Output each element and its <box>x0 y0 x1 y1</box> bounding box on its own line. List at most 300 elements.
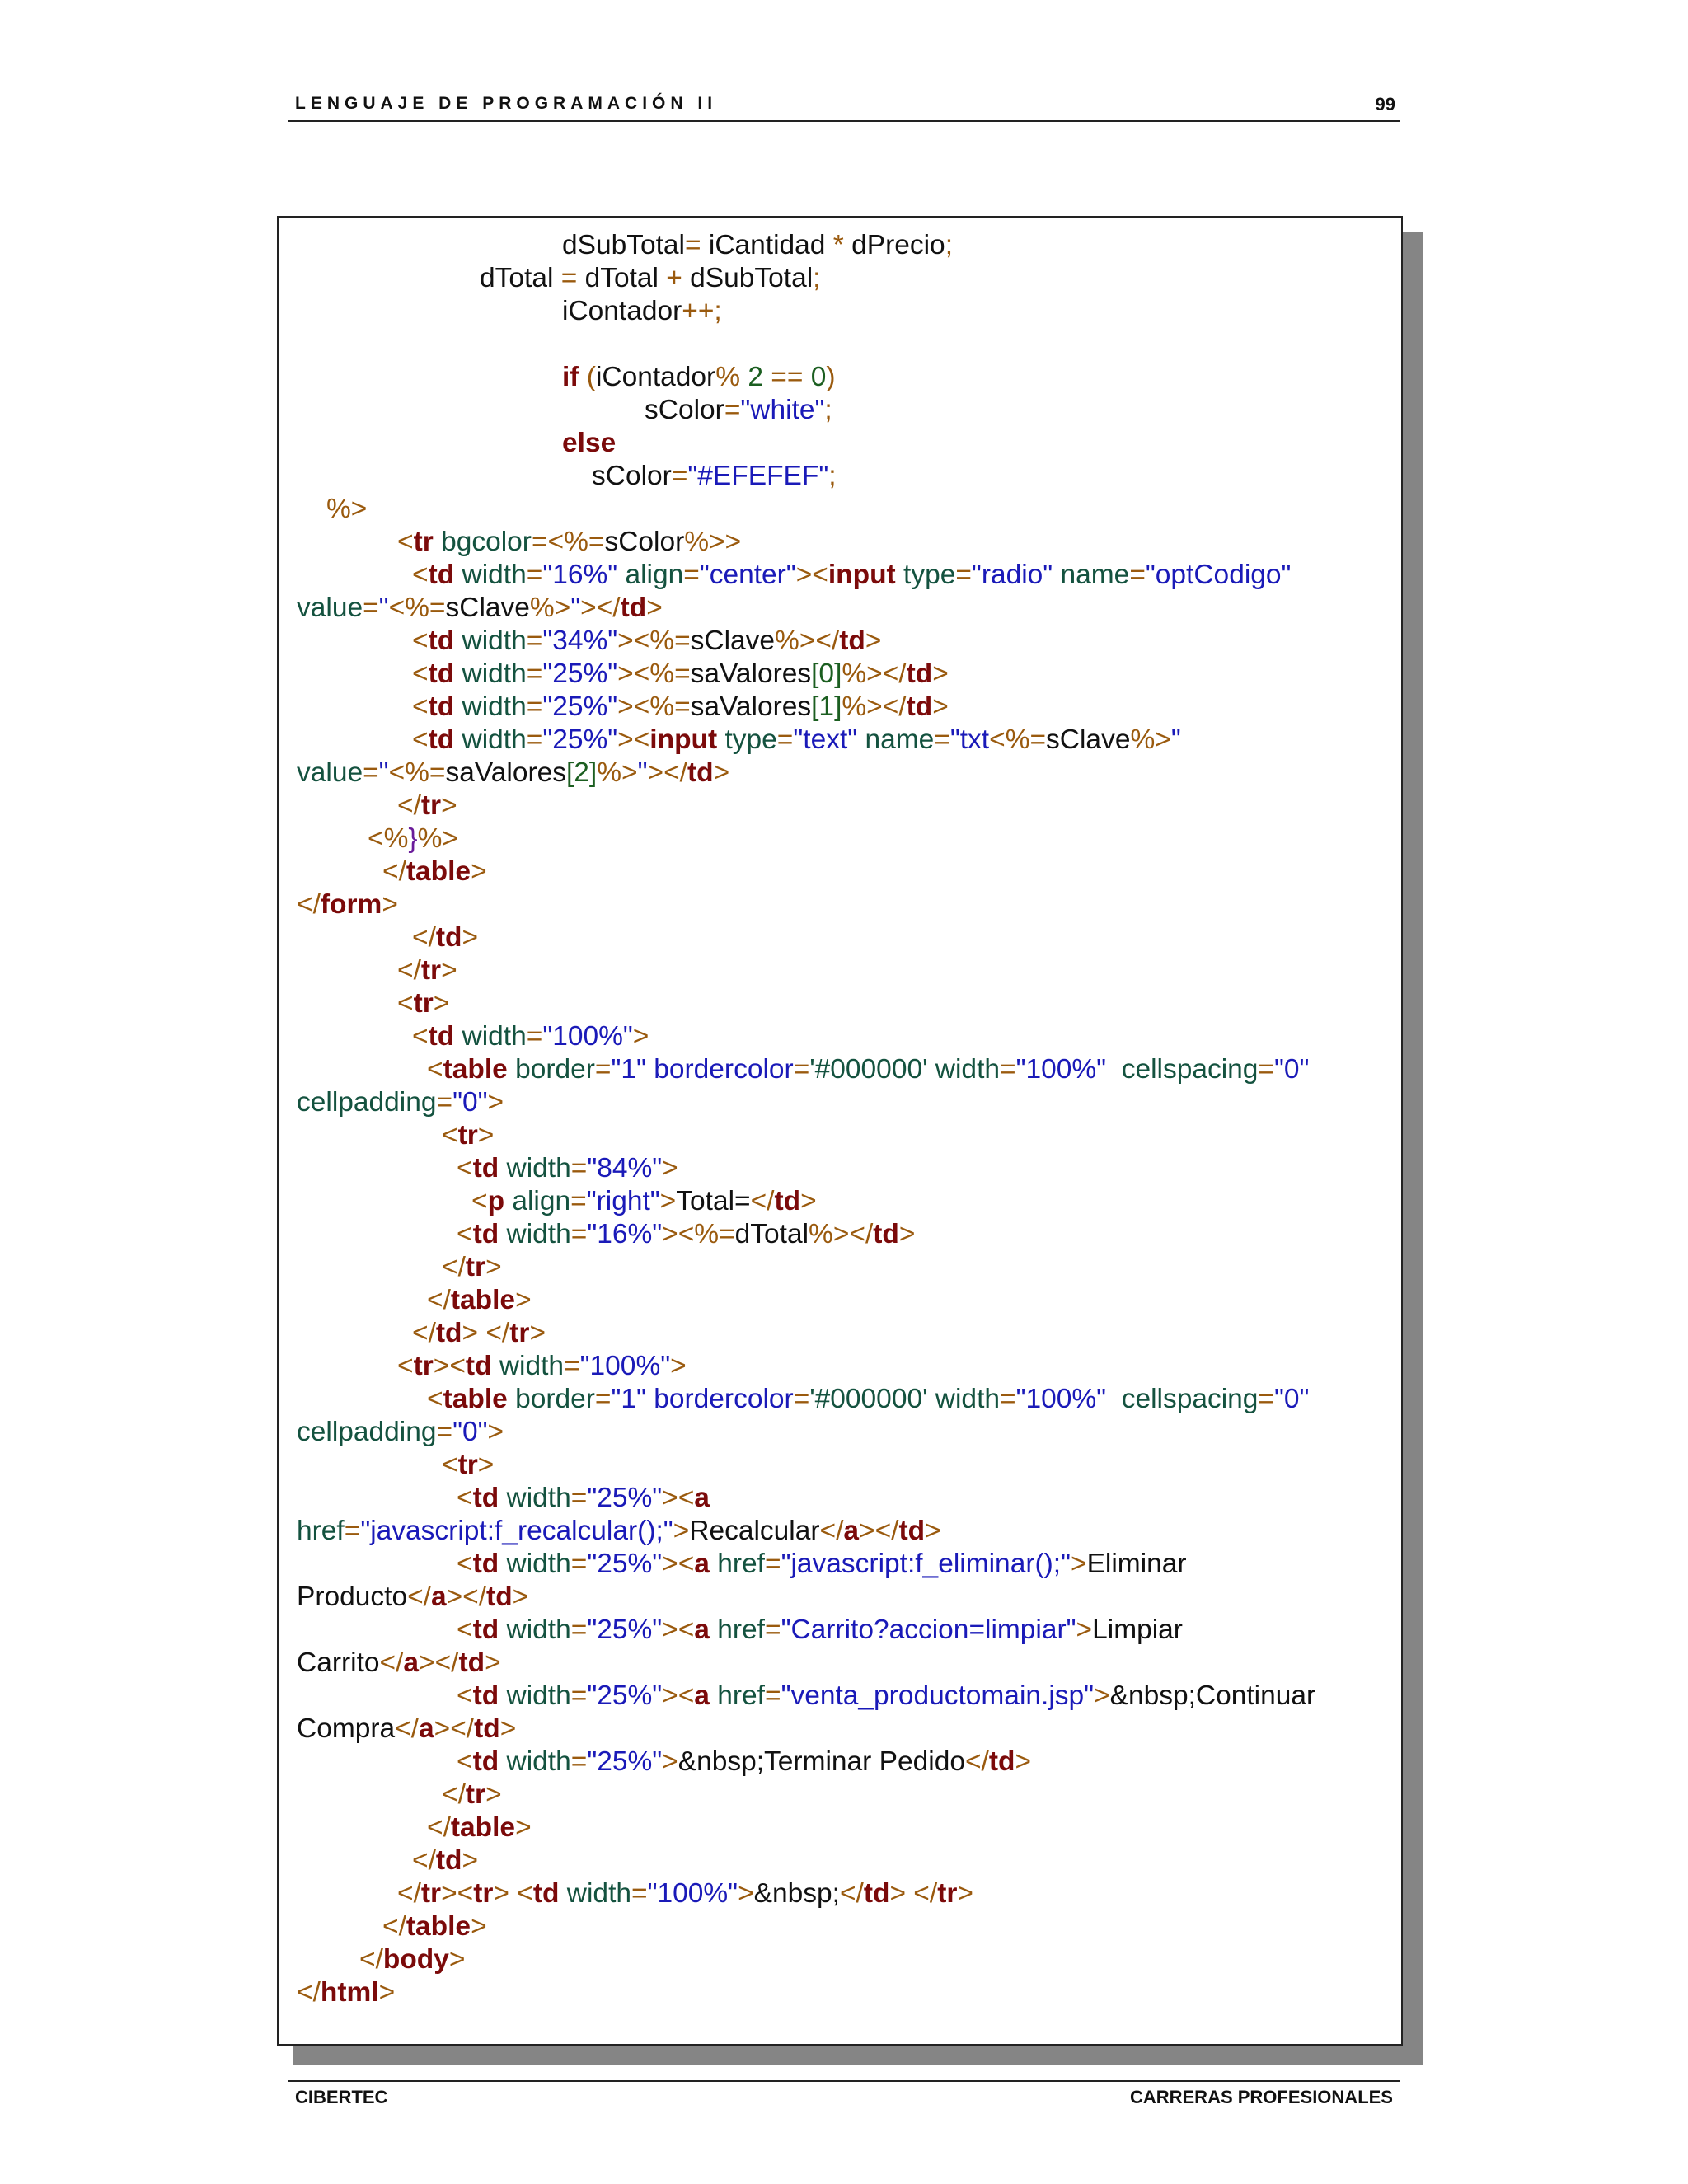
code-token: tr <box>473 1878 494 1909</box>
code-token: = <box>570 1615 588 1645</box>
code-token: type <box>724 724 777 755</box>
code-token: width <box>462 560 527 590</box>
code-token: >< <box>662 1549 695 1579</box>
code-token: > <box>529 1318 546 1348</box>
code-token: > <box>673 1516 690 1546</box>
code-token: tr <box>413 1351 434 1381</box>
code-token: <%= <box>388 757 446 788</box>
code-token: = <box>363 757 379 788</box>
code-token: td <box>428 560 462 590</box>
code-token: "Carrito?accion=limpiar" <box>781 1615 1076 1645</box>
code-token: = <box>564 1351 580 1381</box>
code-token: = <box>526 691 543 722</box>
code-token: dPrecio <box>851 230 945 260</box>
code-token: > <box>471 856 487 887</box>
code-token: 2 <box>748 362 771 392</box>
code-token: <% <box>368 823 409 854</box>
code-token: sColor <box>604 527 685 557</box>
code-token: input <box>828 560 904 590</box>
code-line <box>279 921 1401 954</box>
code-token: sColor <box>592 461 672 491</box>
code-token: width <box>506 1549 571 1579</box>
code-token: = <box>724 395 741 425</box>
code-token: " <box>1170 724 1181 755</box>
code-token: > <box>1015 1746 1032 1777</box>
code-token: >< <box>441 1878 474 1909</box>
code-token: "25%" <box>587 1483 663 1513</box>
code-token: > <box>462 1845 479 1876</box>
code-line <box>279 262 1401 295</box>
code-token: ></ <box>859 1516 899 1546</box>
code-token: td <box>435 1845 462 1876</box>
code-line <box>279 987 1401 1020</box>
code-line <box>279 592 1401 625</box>
code-token: > <box>1071 1549 1087 1579</box>
code-token: = <box>594 1384 612 1414</box>
code-token: < <box>457 1549 473 1579</box>
code-token: + <box>666 263 691 293</box>
code-line <box>279 1581 1401 1614</box>
code-token: </ <box>397 1878 421 1909</box>
code-token: ></ <box>419 1647 459 1678</box>
code-token: "txt <box>950 724 990 755</box>
code-token: td <box>472 1483 507 1513</box>
code-token: > <box>932 691 949 722</box>
code-line <box>279 1020 1401 1053</box>
code-token: = <box>685 230 709 260</box>
code-token: </ <box>395 1713 420 1744</box>
code-line <box>279 1713 1401 1746</box>
code-token: < <box>412 626 429 656</box>
code-token: = <box>955 560 972 590</box>
code-token: %></ <box>775 626 840 656</box>
code-token: = <box>793 1054 810 1085</box>
code-token: > <box>477 1120 495 1151</box>
code-token: td <box>472 1746 507 1777</box>
code-token: href <box>717 1680 765 1711</box>
code-token: href <box>717 1549 765 1579</box>
code-line <box>279 1482 1401 1515</box>
code-token: = <box>764 1615 781 1645</box>
code-token: dSubTotal <box>562 230 685 260</box>
code-token: < <box>471 1186 488 1216</box>
code-token: align <box>512 1186 571 1216</box>
code-token: body <box>382 1944 449 1975</box>
code-token: </ <box>397 790 421 821</box>
code-token: align <box>625 560 684 590</box>
code-token: > <box>659 1186 677 1216</box>
code-token: = <box>526 724 543 755</box>
code-token: Carrito <box>297 1647 380 1678</box>
code-token: type <box>903 560 956 590</box>
code-token: >< <box>662 1483 695 1513</box>
code-token: = <box>526 626 543 656</box>
code-token: = <box>436 1417 453 1447</box>
code-token: width <box>506 1746 571 1777</box>
code-token: td <box>435 1318 462 1348</box>
code-token: a <box>843 1516 860 1546</box>
code-token: href <box>297 1516 345 1546</box>
code-token: "16%" <box>542 560 626 590</box>
code-token: &nbsp; <box>753 1878 840 1909</box>
code-line <box>279 1614 1401 1647</box>
code-token: > <box>487 1417 504 1447</box>
code-token: "25%" <box>542 691 618 722</box>
code-token: " <box>570 593 581 623</box>
code-token: [2] <box>565 757 598 788</box>
code-token: Eliminar <box>1086 1549 1187 1579</box>
code-token: ></ <box>580 593 621 623</box>
code-token: = <box>1000 1054 1016 1085</box>
code-token: %></ <box>842 658 907 689</box>
code-token: width <box>462 626 527 656</box>
code-token: "84%" <box>587 1153 663 1183</box>
code-token: Recalcular <box>689 1516 820 1546</box>
page-number: 99 <box>1375 94 1395 115</box>
code-token: = <box>764 1680 781 1711</box>
code-token: " <box>637 757 648 788</box>
code-token: < <box>457 1153 473 1183</box>
code-token: 0 <box>810 362 827 392</box>
code-token: </ <box>750 1186 775 1216</box>
code-token: "0" <box>452 1087 488 1118</box>
code-token: table <box>443 1384 516 1414</box>
code-token: < <box>427 1054 443 1085</box>
code-token: </ <box>412 922 436 953</box>
code-token: = <box>526 560 543 590</box>
code-line <box>279 1152 1401 1185</box>
code-token: > <box>378 1977 396 2008</box>
code-token: = <box>764 1549 781 1579</box>
running-header-title: LENGUAJE DE PROGRAMACIÓN II <box>295 94 718 113</box>
code-line <box>279 1251 1401 1284</box>
code-token: < <box>412 560 429 590</box>
code-token: href <box>717 1615 765 1645</box>
code-token: > <box>932 658 949 689</box>
code-token: tr <box>413 988 434 1019</box>
code-token: td <box>988 1746 1015 1777</box>
code-line <box>279 1383 1401 1416</box>
code-token: %> <box>597 757 638 788</box>
code-token: > <box>441 955 457 986</box>
code-token: > </ <box>462 1318 510 1348</box>
footer-divider <box>288 2080 1400 2082</box>
code-token: tr <box>420 955 442 986</box>
code-token: </ <box>397 955 421 986</box>
code-token: td <box>486 1582 513 1612</box>
code-token: ++; <box>682 296 722 326</box>
code-line <box>279 394 1401 427</box>
code-token: value <box>297 593 363 623</box>
code-token: < <box>457 1746 473 1777</box>
code-token: = <box>1129 560 1146 590</box>
code-token: "100%" <box>1015 1054 1122 1085</box>
code-token: ; <box>828 461 837 491</box>
code-token: td <box>687 757 714 788</box>
code-token: * <box>832 230 852 260</box>
code-token: a <box>694 1549 718 1579</box>
code-token: > <box>515 1285 532 1315</box>
code-token: < <box>442 1120 458 1151</box>
code-token: </ <box>442 1252 466 1282</box>
code-token: "right" <box>586 1186 660 1216</box>
code-token: ) <box>826 362 836 392</box>
code-token: ></ <box>647 757 687 788</box>
code-token: > <box>441 790 457 821</box>
code-line <box>279 1976 1401 2009</box>
code-token: >< <box>662 1615 695 1645</box>
code-token: name <box>865 724 935 755</box>
code-listing <box>279 229 1401 2009</box>
code-token: > <box>738 1878 754 1909</box>
code-line <box>279 1844 1401 1877</box>
code-line <box>279 1515 1401 1548</box>
code-token: '#000000' <box>809 1054 935 1085</box>
code-token: "white" <box>740 395 825 425</box>
code-token: ></ <box>446 1582 487 1612</box>
code-token: "25%" <box>587 1746 663 1777</box>
code-token: < <box>457 1219 473 1249</box>
code-line <box>279 427 1401 460</box>
code-token: = <box>526 1021 543 1052</box>
code-token: "optCodigo" <box>1145 560 1292 590</box>
code-token: table <box>406 856 471 887</box>
code-token: a <box>419 1713 434 1744</box>
code-token: </ <box>839 1878 864 1909</box>
code-token: > <box>662 1153 678 1183</box>
code-token: %></ <box>842 691 907 722</box>
code-token: > <box>485 1647 501 1678</box>
code-token: = <box>570 1549 588 1579</box>
code-token: ; <box>945 230 953 260</box>
code-token: > <box>485 1779 502 1810</box>
code-token: > <box>957 1878 973 1909</box>
code-token: td <box>839 626 865 656</box>
code-token: width <box>935 1054 1001 1085</box>
code-token: %> <box>1130 724 1171 755</box>
code-line <box>279 1746 1401 1779</box>
code-token: iCantidad <box>708 230 833 260</box>
code-token: width <box>462 691 527 722</box>
code-token: "1" <box>611 1054 654 1085</box>
code-token: > <box>462 922 479 953</box>
code-token: form <box>320 889 382 920</box>
code-line <box>279 1350 1401 1383</box>
code-token: = <box>526 658 543 689</box>
code-token: > <box>433 988 450 1019</box>
code-token: "100%" <box>542 1021 633 1052</box>
code-token: %> <box>529 593 571 623</box>
code-token: < <box>412 724 429 755</box>
code-token: > <box>512 1582 529 1612</box>
code-token: cellpadding <box>297 1087 437 1118</box>
code-token: %>> <box>684 527 742 557</box>
code-line <box>279 1185 1401 1218</box>
code-token: > <box>898 1219 916 1249</box>
code-token: ; <box>824 395 832 425</box>
code-line <box>279 526 1401 559</box>
code-line <box>279 1647 1401 1680</box>
code-token: name <box>1060 560 1130 590</box>
code-token: "#EFEFEF" <box>687 461 829 491</box>
code-token: td <box>472 1615 507 1645</box>
code-token: value <box>297 757 363 788</box>
code-token: td <box>863 1878 890 1909</box>
code-token: </ <box>297 889 321 920</box>
code-line <box>279 493 1401 526</box>
code-token: > <box>448 1944 466 1975</box>
code-token: = <box>570 1153 588 1183</box>
code-token: tr <box>937 1878 958 1909</box>
code-token: border <box>515 1384 595 1414</box>
code-token: >< <box>617 724 650 755</box>
code-token: tr <box>420 1878 442 1909</box>
code-token: td <box>898 1516 926 1546</box>
code-token: saValores <box>690 658 812 689</box>
code-token: > <box>1076 1615 1093 1645</box>
code-token: = <box>570 1186 587 1216</box>
code-token: ><%= <box>617 626 691 656</box>
code-token: width <box>506 1483 571 1513</box>
code-token: > <box>662 1746 678 1777</box>
code-token: = <box>436 1087 453 1118</box>
code-token: "1" <box>611 1384 654 1414</box>
code-token: > <box>800 1186 817 1216</box>
code-token: = <box>570 1483 588 1513</box>
code-token: = <box>1000 1384 1016 1414</box>
code-line <box>279 855 1401 888</box>
code-token: td <box>428 724 462 755</box>
code-token: > <box>499 1713 517 1744</box>
code-token: = <box>570 1219 588 1249</box>
code-line <box>279 328 1401 361</box>
code-token: = <box>671 461 688 491</box>
code-token: "25%" <box>587 1549 663 1579</box>
code-token: iContador <box>562 296 682 326</box>
code-line <box>279 1086 1401 1119</box>
code-line <box>279 1811 1401 1844</box>
code-token: %> <box>417 823 458 854</box>
code-token: width <box>566 1878 632 1909</box>
code-token: width <box>506 1219 571 1249</box>
footer-section: CARRERAS PROFESIONALES <box>1129 2087 1393 2107</box>
code-token: saValores <box>690 691 812 722</box>
code-token: td <box>435 922 462 953</box>
code-token: > <box>477 1450 495 1480</box>
code-token: %></ <box>809 1219 874 1249</box>
code-line <box>279 1284 1401 1317</box>
code-token: tr <box>413 527 442 557</box>
code-line <box>279 1680 1401 1713</box>
code-token: td <box>906 691 933 722</box>
code-token: ></ <box>434 1713 475 1744</box>
code-token: tr <box>457 1120 478 1151</box>
code-token: width <box>506 1615 571 1645</box>
code-token: > <box>487 1087 504 1118</box>
code-token: table <box>450 1812 516 1843</box>
code-line <box>279 229 1401 262</box>
code-token: td <box>472 1680 507 1711</box>
code-token: < <box>397 988 414 1019</box>
code-token: td <box>428 691 462 722</box>
code-token: a <box>694 1680 718 1711</box>
code-token: iContador <box>595 362 716 392</box>
code-token: td <box>774 1186 801 1216</box>
code-token: > <box>515 1812 532 1843</box>
code-token: &nbsp;Continuar <box>1109 1680 1316 1711</box>
code-token: Producto <box>297 1582 408 1612</box>
code-token: "25%" <box>587 1615 663 1645</box>
code-token: ><%= <box>662 1219 735 1249</box>
code-token: </ <box>407 1582 431 1612</box>
code-token: = <box>363 593 379 623</box>
code-token: = <box>1258 1384 1274 1414</box>
code-token: "25%" <box>542 658 618 689</box>
code-line <box>279 691 1401 724</box>
code-token: td <box>532 1878 567 1909</box>
code-token: td <box>458 1647 485 1678</box>
code-token: </ <box>964 1746 989 1777</box>
code-token: sColor <box>645 395 724 425</box>
code-token: <%= <box>989 724 1047 755</box>
code-token: width <box>462 724 527 755</box>
code-token: ><%= <box>617 691 691 722</box>
code-token: } <box>408 823 418 854</box>
code-token: </ <box>442 1779 466 1810</box>
code-token: < <box>442 1450 458 1480</box>
code-token: < <box>397 1351 414 1381</box>
code-token: Total= <box>676 1186 751 1216</box>
code-token: > <box>670 1351 687 1381</box>
code-token: "0" <box>1274 1384 1310 1414</box>
code-token: td <box>620 593 647 623</box>
code-token: < <box>412 1021 429 1052</box>
code-token: %> <box>326 494 368 524</box>
code-line <box>279 1317 1401 1350</box>
code-token: tr <box>457 1450 478 1480</box>
code-token: < <box>457 1615 473 1645</box>
code-line <box>279 1943 1401 1976</box>
code-token: >< <box>795 560 828 590</box>
code-token: width <box>499 1351 565 1381</box>
code-token: = <box>631 1878 648 1909</box>
code-token: == <box>771 362 811 392</box>
code-token: = <box>594 1054 612 1085</box>
code-token: '#000000' <box>809 1384 935 1414</box>
footer-publisher: CIBERTEC <box>295 2087 388 2107</box>
code-token: [0] <box>811 658 842 689</box>
code-token: > <box>713 757 730 788</box>
code-token: &nbsp;Terminar Pedido <box>678 1746 965 1777</box>
code-token: dTotal <box>734 1219 809 1249</box>
code-token: table <box>443 1054 516 1085</box>
code-token: tr <box>465 1779 486 1810</box>
code-token: = <box>776 724 794 755</box>
code-token: " <box>378 757 389 788</box>
code-token: a <box>403 1647 420 1678</box>
code-token: bordercolor <box>654 1384 794 1414</box>
code-token: Compra <box>297 1713 396 1744</box>
code-token: = <box>344 1516 361 1546</box>
code-token: > <box>382 889 398 920</box>
code-token: "radio" <box>971 560 1061 590</box>
code-token: dTotal <box>480 263 561 293</box>
code-token: border <box>515 1054 595 1085</box>
code-line <box>279 625 1401 658</box>
code-token: > </ <box>889 1878 938 1909</box>
code-token: % <box>715 362 748 392</box>
code-token: "34%" <box>542 626 618 656</box>
